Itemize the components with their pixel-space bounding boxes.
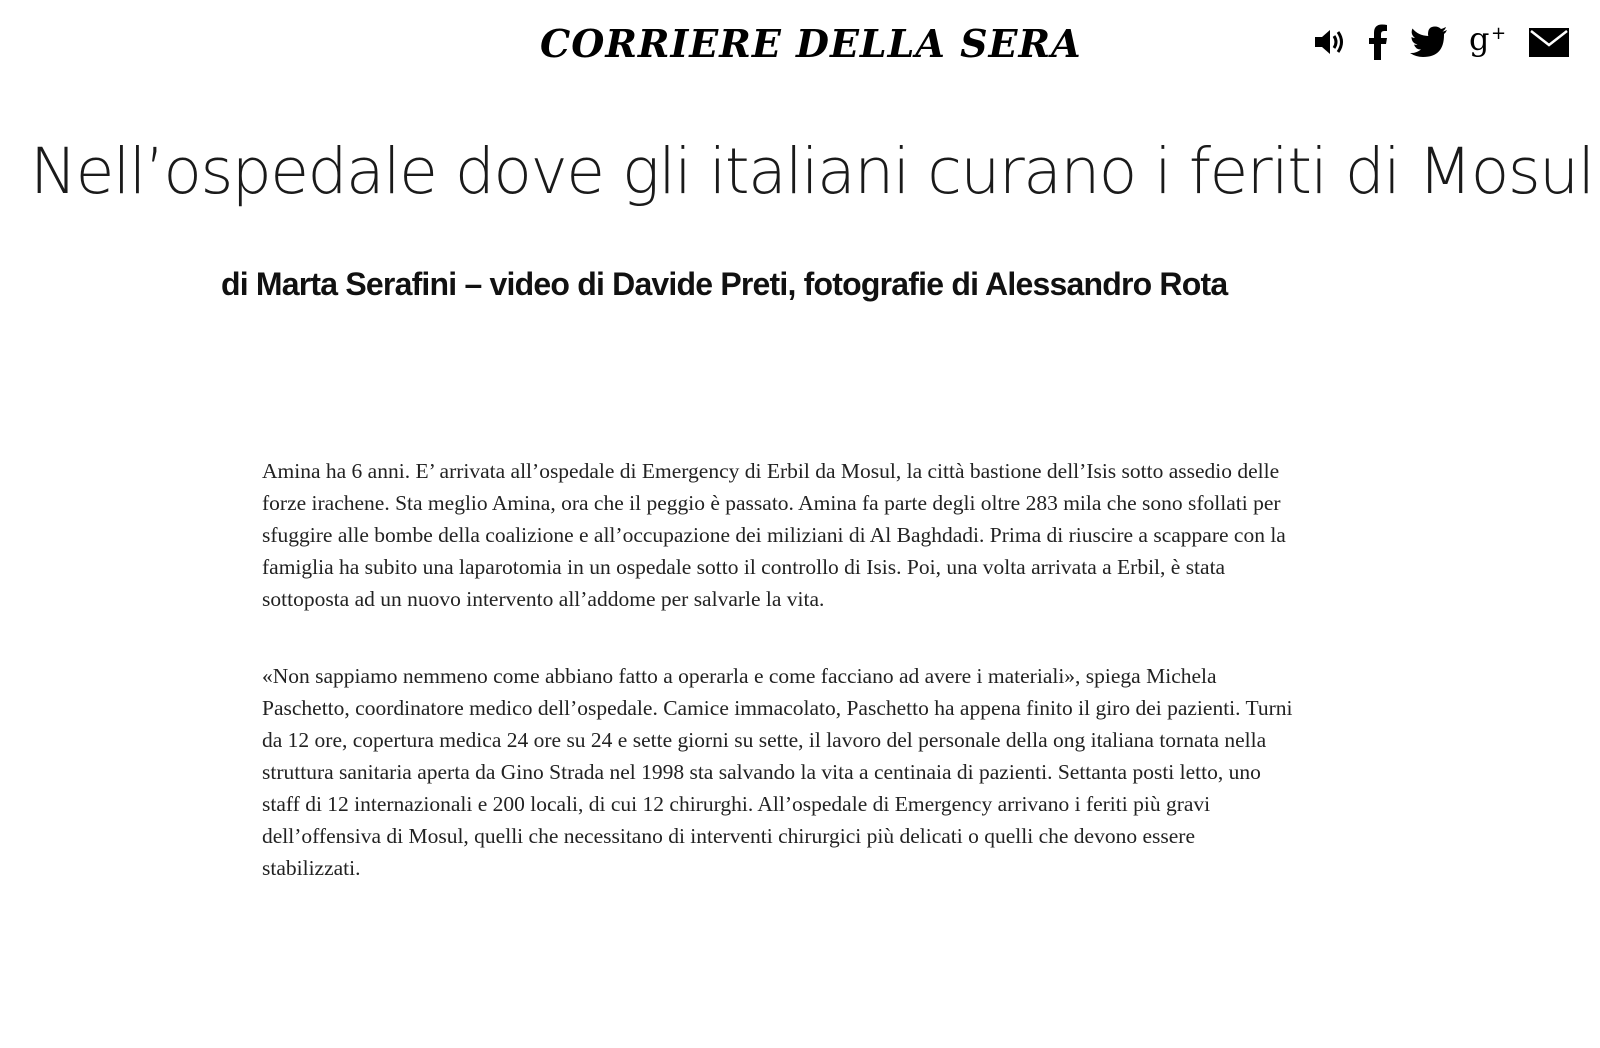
article-paragraph-2: «Non sappiamo nemmeno come abbiano fatto a operarla e come facciano ad avere i materiali», spiega Michela Paschetto, coordinatore medico dell’ospedale. Camice immacolato, Paschetto ha appena finito il giro dei pazienti. Turni da 12 ore, copertura medica 24 ore su 24 e sette giorni su sette, il lavoro del personale della ong italiana tornata nella struttura sanitaria aperta da Gino Strada nel 1998 sta salvando la vita a centinaia di pazienti. Settanta posti letto, uno staff di 12 internazionali e 200 locali, di cui 12 chirurghi. All’ospedale di Emergency arrivano i feriti più gravi dell’offensiva di Mosul, quelli che necessitano di interventi chirurgici più delicati o quelli che devono essere stabilizzati. bbox=[262, 664, 1293, 880]
masthead bbox=[0, 14, 1600, 74]
speaker-icon[interactable] bbox=[1312, 25, 1346, 64]
svg-text:g: g bbox=[1469, 22, 1490, 58]
share-toolbar bbox=[1312, 24, 1570, 64]
article-body bbox=[262, 455, 1297, 929]
svg-text:+: + bbox=[1491, 22, 1507, 44]
article-headline: Nell’ospedale dove gli italiani curano i feriti di Mosul bbox=[30, 135, 1594, 208]
facebook-icon[interactable] bbox=[1366, 24, 1390, 65]
article-paragraph-1: Amina ha 6 anni. E’ arrivata all’ospedale di Emergency di Erbil da Mosul, la città bastione dell’Isis sotto assedio delle forze irachene. Sta meglio Amina, ora che il peggio è passato. Amina fa parte degli oltre 283 mila che sono sfollati per sfuggire alle bombe della coalizione e all’occupazione dei miliziani di Al Baghdadi. Prima di riuscire a scappare con la famiglia ha subito una laparotomia in un ospedale sotto il controllo di Isis. Poi, una volta arrivata a Erbil, è stata sottoposta ad un nuovo intervento all’addome per salvarle la vita. bbox=[262, 459, 1286, 611]
google-plus-icon[interactable] bbox=[1468, 23, 1508, 66]
article-byline: di Marta Serafini – video di Davide Preti, fotografie di Alessandro Rota bbox=[221, 266, 1228, 302]
corriere-della-sera-logo[interactable]: CORRIERE DELLA SERA bbox=[540, 21, 1082, 66]
twitter-icon[interactable] bbox=[1410, 26, 1448, 63]
email-icon[interactable] bbox=[1528, 26, 1570, 63]
